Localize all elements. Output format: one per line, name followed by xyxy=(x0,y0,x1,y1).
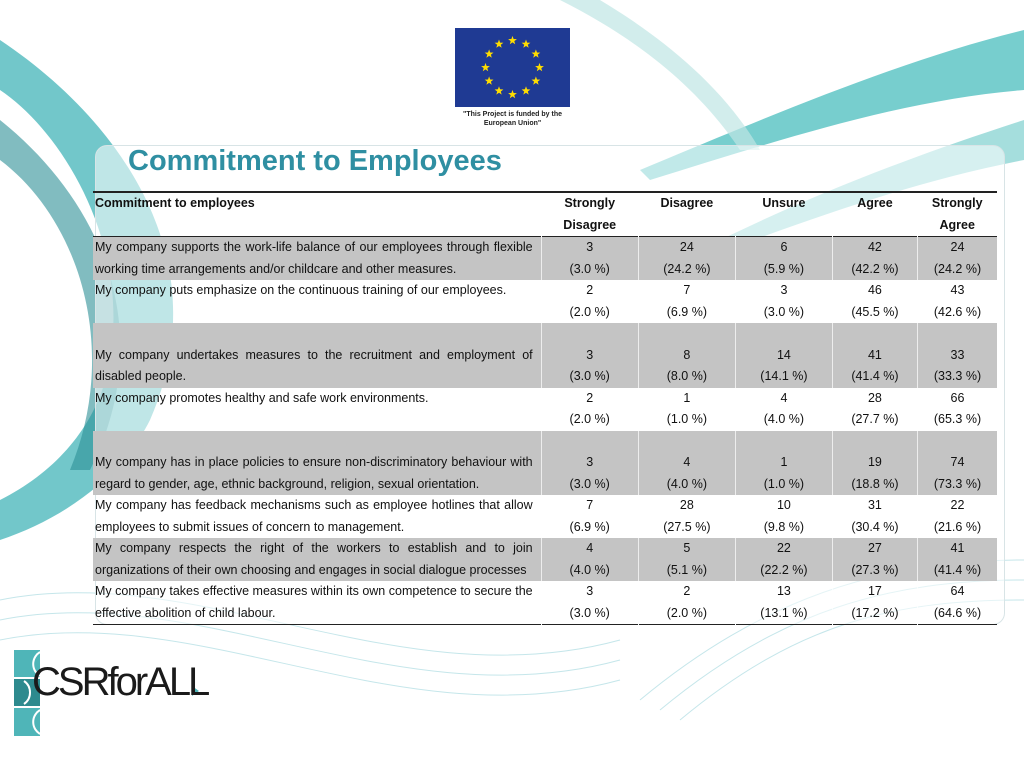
question-cell: My company undertakes measures to the recruitment and employment of disabled people. xyxy=(95,347,533,383)
percent-value: (4.0 %) xyxy=(569,562,610,577)
cell-strongly-agree xyxy=(917,495,997,538)
cell-strongly-agree xyxy=(917,388,997,431)
cell-strongly-disagree xyxy=(541,237,638,281)
count-value: 64 xyxy=(950,584,965,598)
question-cell: My company respects the right of the workers to establish and to join organizations of their own choosing and engages in social dialogue processes xyxy=(95,541,533,577)
count-value: 2 xyxy=(683,584,691,598)
star-icon xyxy=(522,40,531,48)
count-value: 6 xyxy=(780,240,788,254)
cell-agree xyxy=(832,237,917,281)
count-value: 3 xyxy=(586,347,594,362)
cell-agree xyxy=(832,323,917,388)
star-icon xyxy=(485,76,494,84)
count-value: 10 xyxy=(776,498,791,512)
count-value: 46 xyxy=(867,283,882,297)
count-value: 17 xyxy=(867,584,882,598)
cell-unsure xyxy=(735,538,832,581)
count-value: 3 xyxy=(586,584,594,598)
cell-disagree xyxy=(638,280,735,323)
cell-unsure xyxy=(735,388,832,431)
cell-disagree xyxy=(638,388,735,431)
percent-value: (4.0 %) xyxy=(763,412,805,426)
count-value: 41 xyxy=(950,541,965,555)
percent-value: (42.2 %) xyxy=(851,261,899,276)
percent-value: (4.0 %) xyxy=(666,476,707,491)
count-value: 14 xyxy=(776,347,791,362)
star-icon xyxy=(522,86,531,94)
count-value: 19 xyxy=(867,455,882,469)
cell-disagree xyxy=(638,237,735,281)
table-row xyxy=(93,431,997,496)
eu-flag-logo xyxy=(455,28,570,107)
count-value: 4 xyxy=(683,455,691,469)
count-value: 7 xyxy=(586,498,594,512)
count-value: 41 xyxy=(867,347,882,362)
cell-disagree xyxy=(638,538,735,581)
percent-value: (27.5 %) xyxy=(663,519,711,534)
table-row xyxy=(93,237,997,281)
percent-value: (73.3 %) xyxy=(933,476,982,491)
count-value: 22 xyxy=(950,498,965,512)
star-icon xyxy=(495,86,504,94)
question-cell: My company takes effective measures within its own competence to secure the effective abolition of child labour. xyxy=(95,584,533,620)
question-cell: My company has in place policies to ensure non-discriminatory behaviour with regard to gender, age, ethnic background, religion, sexual orientation. xyxy=(95,455,533,491)
count-value: 3 xyxy=(586,240,594,254)
count-value: 28 xyxy=(867,390,882,405)
count-value: 2 xyxy=(586,283,594,297)
count-value: 8 xyxy=(683,347,691,362)
cell-strongly-disagree xyxy=(541,280,638,323)
cell-strongly-agree xyxy=(917,323,997,388)
cell-strongly-disagree xyxy=(541,323,638,388)
cell-unsure xyxy=(735,280,832,323)
cell-strongly-agree xyxy=(917,280,997,323)
percent-value: (3.0 %) xyxy=(763,304,805,319)
cell-unsure xyxy=(735,323,832,388)
percent-value: (5.1 %) xyxy=(666,562,707,577)
star-icon xyxy=(508,36,517,44)
slide-title: Commitment to Employees xyxy=(128,145,502,177)
table-row xyxy=(93,323,997,388)
cell-agree xyxy=(832,495,917,538)
count-value: 3 xyxy=(780,283,788,297)
cell-agree xyxy=(832,388,917,431)
count-value: 66 xyxy=(950,390,965,405)
count-value: 1 xyxy=(683,390,691,405)
count-value: 24 xyxy=(679,240,694,254)
star-icon xyxy=(532,76,541,84)
percent-value: (30.4 %) xyxy=(851,519,899,534)
cell-strongly-agree xyxy=(917,237,997,281)
cell-strongly-disagree xyxy=(541,581,638,625)
cell-agree xyxy=(832,431,917,496)
count-value: 2 xyxy=(586,390,594,405)
cell-strongly-agree xyxy=(917,581,997,625)
percent-value: (8.0 %) xyxy=(666,369,707,383)
count-value: 24 xyxy=(950,240,965,254)
count-value: 7 xyxy=(683,283,691,297)
percent-value: (3.0 %) xyxy=(569,605,610,620)
cell-agree xyxy=(832,280,917,323)
cell-strongly-agree xyxy=(917,538,997,581)
cell-strongly-disagree xyxy=(541,538,638,581)
count-value: 33 xyxy=(950,347,965,362)
cell-disagree xyxy=(638,431,735,496)
cell-agree xyxy=(832,581,917,625)
star-icon xyxy=(532,49,541,57)
column-header-strongly-agree: Strongly Agree xyxy=(931,196,983,232)
percent-value: (5.9 %) xyxy=(763,261,805,276)
cell-strongly-disagree xyxy=(541,388,638,431)
percent-value: (33.3 %) xyxy=(933,369,982,383)
count-value: 3 xyxy=(586,455,594,469)
table-row xyxy=(93,581,997,625)
percent-value: (9.8 %) xyxy=(763,519,805,534)
percent-value: (1.0 %) xyxy=(763,476,805,491)
percent-value: (24.2 %) xyxy=(933,261,982,276)
percent-value: (2.0 %) xyxy=(569,304,610,319)
percent-value: (6.9 %) xyxy=(569,519,610,534)
table-header-row xyxy=(93,192,997,237)
count-value: 43 xyxy=(950,283,965,297)
table-row xyxy=(93,388,997,431)
percent-value: (13.1 %) xyxy=(760,605,808,620)
percent-value: (2.0 %) xyxy=(569,412,610,426)
count-value: 74 xyxy=(950,455,965,469)
cell-strongly-agree xyxy=(917,431,997,496)
cell-agree xyxy=(832,538,917,581)
csrforall-logo-text: CSRforALL xyxy=(32,660,208,704)
percent-value: (3.0 %) xyxy=(569,369,610,383)
percent-value: (41.4 %) xyxy=(933,562,982,577)
count-value: 13 xyxy=(776,584,791,598)
percent-value: (14.1 %) xyxy=(760,369,808,383)
star-icon xyxy=(535,63,544,71)
column-header-unsure: Unsure xyxy=(762,196,806,210)
cell-unsure xyxy=(735,431,832,496)
cell-disagree xyxy=(638,581,735,625)
percent-value: (45.5 %) xyxy=(851,304,899,319)
survey-table xyxy=(93,191,997,625)
column-header-disagree: Disagree xyxy=(660,196,714,210)
count-value: 1 xyxy=(780,455,788,469)
percent-value: (18.8 %) xyxy=(851,476,899,491)
table-row xyxy=(93,538,997,581)
count-value: 31 xyxy=(867,498,882,512)
percent-value: (65.3 %) xyxy=(933,412,982,426)
percent-value: (1.0 %) xyxy=(666,412,707,426)
star-icon xyxy=(495,40,504,48)
question-cell: My company has feedback mechanisms such as employee hotlines that allow employees to submit issues of concern to management. xyxy=(95,498,533,534)
percent-value: (24.2 %) xyxy=(663,261,711,276)
percent-value: (2.0 %) xyxy=(666,605,707,620)
star-icon xyxy=(481,63,490,71)
star-icon xyxy=(508,90,517,98)
question-cell: My company promotes healthy and safe work environments. xyxy=(95,390,429,405)
question-cell: My company supports the work-life balance of our employees through flexible working time arrangements and/or childcare and other measures. xyxy=(95,240,533,276)
table-row xyxy=(93,495,997,538)
percent-value: (27.3 %) xyxy=(851,562,899,577)
funding-caption-line2: European Union" xyxy=(483,120,542,127)
count-value: 42 xyxy=(867,240,882,254)
count-value: 28 xyxy=(679,498,694,512)
table-row xyxy=(93,280,997,323)
funding-caption-line1: "This Project is funded by the xyxy=(463,111,562,118)
percent-value: (6.9 %) xyxy=(666,304,707,319)
percent-value: (17.2 %) xyxy=(851,605,899,620)
cell-disagree xyxy=(638,495,735,538)
count-value: 5 xyxy=(683,541,691,555)
percent-value: (22.2 %) xyxy=(760,562,808,577)
question-cell: My company puts emphasize on the continuous training of our employees. xyxy=(95,283,507,297)
funding-caption xyxy=(440,110,585,128)
count-value: 27 xyxy=(867,541,882,555)
percent-value: (27.7 %) xyxy=(851,412,899,426)
column-header-question: Commitment to employees xyxy=(95,196,255,210)
cell-unsure xyxy=(735,581,832,625)
percent-value: (21.6 %) xyxy=(933,519,982,534)
percent-value: (41.4 %) xyxy=(851,369,899,383)
percent-value: (3.0 %) xyxy=(569,476,610,491)
cell-unsure xyxy=(735,495,832,538)
percent-value: (3.0 %) xyxy=(569,261,610,276)
star-icon xyxy=(485,49,494,57)
column-header-agree: Agree xyxy=(857,196,893,210)
count-value: 4 xyxy=(586,541,594,555)
cell-strongly-disagree xyxy=(541,495,638,538)
cell-strongly-disagree xyxy=(541,431,638,496)
percent-value: (64.6 %) xyxy=(933,605,982,620)
count-value: 4 xyxy=(780,390,788,405)
cell-unsure xyxy=(735,237,832,281)
percent-value: (42.6 %) xyxy=(933,304,982,319)
cell-disagree xyxy=(638,323,735,388)
column-header-strongly-disagree: Strongly Disagree xyxy=(563,196,617,232)
count-value: 22 xyxy=(776,541,791,555)
